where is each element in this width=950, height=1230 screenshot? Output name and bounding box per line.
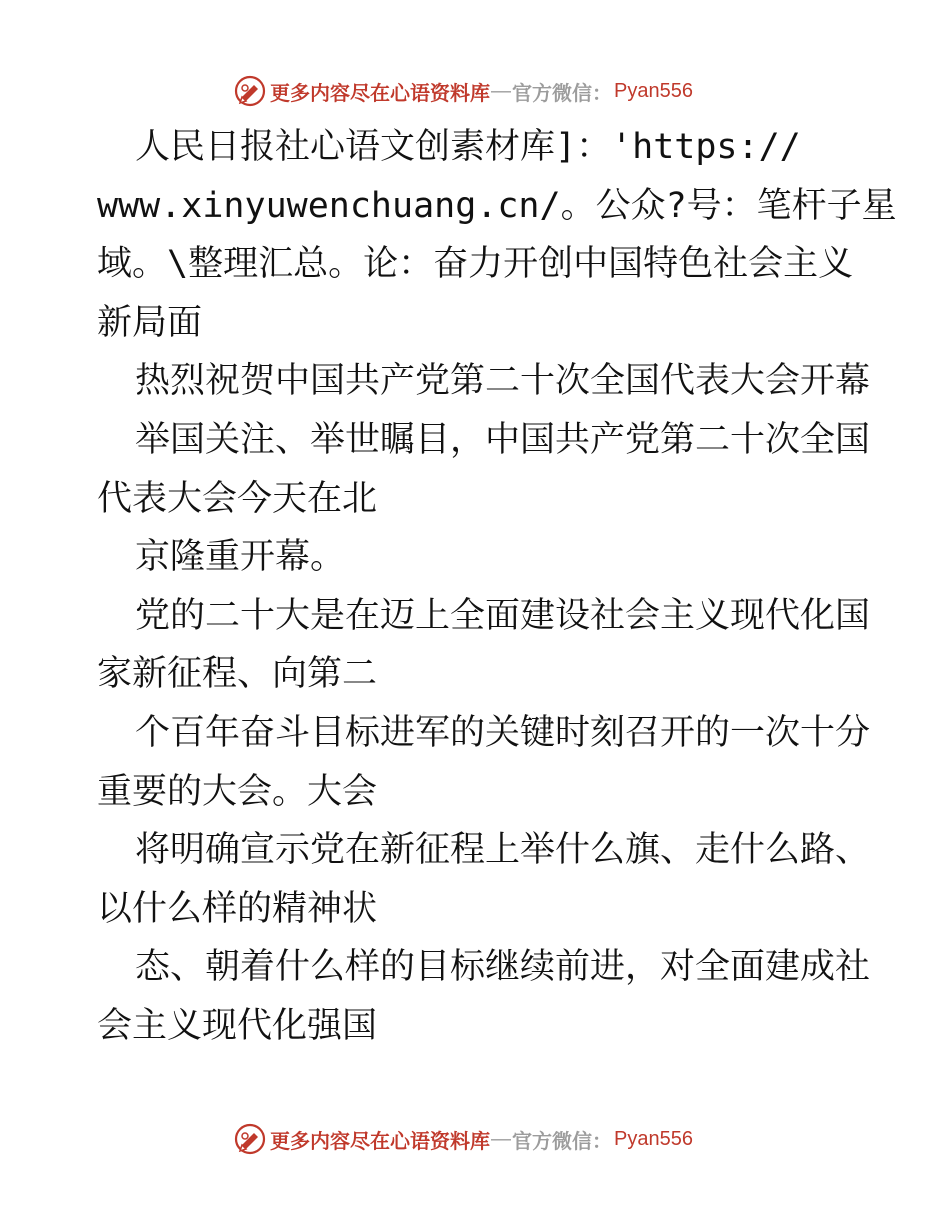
body-line: 态、朝着什么样的目标继续前进，对全面建成社 <box>135 947 871 988</box>
pen-logo-icon <box>234 1123 266 1155</box>
body-line: 重要的大会。大会 <box>97 771 378 812</box>
body-line: 热烈祝贺中国共产党第二十次全国代表大会开幕 <box>135 361 871 402</box>
footer-dash: — <box>491 1127 511 1150</box>
body-line: 代表大会今天在北 <box>97 478 378 519</box>
footer-official-label: 官方微信： <box>512 1128 612 1153</box>
header-wechat-id: Pyan556 <box>614 79 693 102</box>
header-official-label: 官方微信： <box>512 80 612 105</box>
body-line: 将明确宣示党在新征程上举什么旗、走什么路、 <box>135 830 871 871</box>
header-banner <box>234 74 754 108</box>
pen-logo-icon <box>234 75 266 107</box>
header-promo-text: 更多内容尽在心语资料库 <box>270 80 490 105</box>
body-line: 举国关注、举世瞩目，中国共产党第二十次全国 <box>135 419 871 460</box>
body-line: www.xinyuwenchuang.cn/。公众?号：笔杆子星 <box>97 185 897 226</box>
body-line: 家新征程、向第二 <box>97 654 378 695</box>
body-line: 个百年奋斗目标进军的关键时刻召开的一次十分 <box>135 712 871 753</box>
footer-promo-text: 更多内容尽在心语资料库 <box>270 1128 490 1153</box>
body-line: 域。\整理汇总。论：奋力开创中国特色社会主义 <box>97 244 854 285</box>
body-line: 党的二十大是在迈上全面建设社会主义现代化国 <box>135 595 871 636</box>
body-line: 人民日报社心语文创素材库]：'https:// <box>135 127 801 167</box>
header-dash: — <box>491 79 511 102</box>
body-line: 新局面 <box>97 302 203 343</box>
body-line: 以什么样的精神状 <box>97 888 378 929</box>
body-line: 会主义现代化强国 <box>97 1005 378 1046</box>
footer-banner <box>234 1122 754 1156</box>
body-line: 京隆重开幕。 <box>135 537 346 578</box>
footer-wechat-id: Pyan556 <box>614 1127 693 1150</box>
document-body <box>97 118 897 1056</box>
